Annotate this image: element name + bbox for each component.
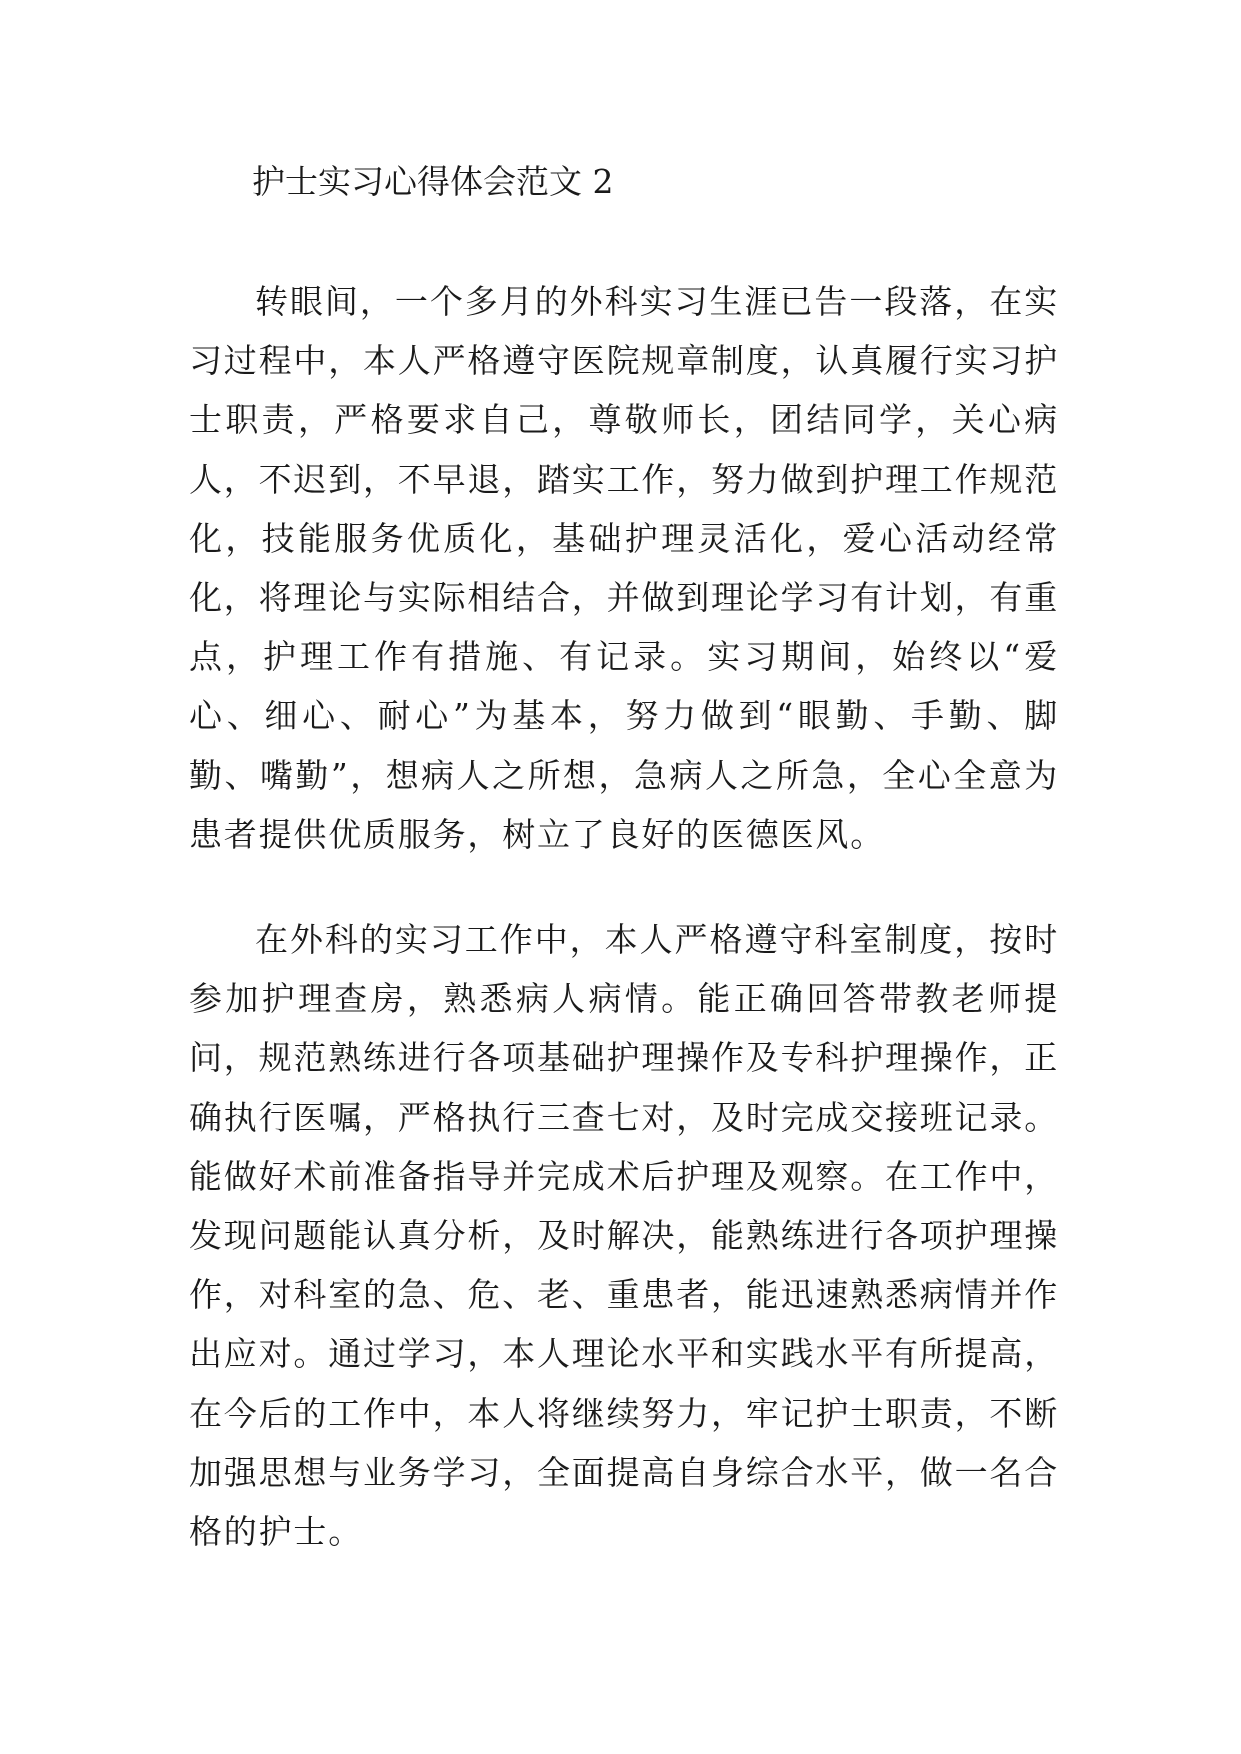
document-title: 护士实习心得体会范文 2 xyxy=(252,162,614,201)
paragraph-1: 转眼间，一个多月的外科实习生涯已告一段落，在实习过程中，本人严格遵守医院规章制度，认真履行实习护士职责，严格要求自己，尊敬师长，团结同学，关心病人，不迟到，不早退，踏实工作，努力做到护理工作规范化，技能服务优质化，基础护理灵活化，爱心活动经常化，将理论与实际相结合，并做到理论学习有计划，有重点，护理工作有措施、有记录。实习期间，始终以“爱心、细心、耐心”为基本，努力做到“眼勤、手勤、脚勤、嘴勤”，想病人之所想，急病人之所急，全心全意为患者提供优质服务，树立了良好的医德医风。 xyxy=(189,282,1059,854)
paragraph-2: 在外科的实习工作中，本人严格遵守科室制度，按时参加护理查房，熟悉病人病情。能正确回答带教老师提问，规范熟练进行各项基础护理操作及专科护理操作，正确执行医嘱，严格执行三查七对，及时完成交接班记录。能做好术前准备指导并完成术后护理及观察。在工作中，发现问题能认真分析，及时解决，能熟练进行各项护理操作，对科室的急、危、老、重患者，能迅速熟悉病情并作出应对。通过学习，本人理论水平和实践水平有所提高，在今后的工作中，本人将继续努力，牢记护士职责，不断加强思想与业务学习，全面提高自身综合水平，做一名合格的护士。 xyxy=(189,920,1059,1552)
